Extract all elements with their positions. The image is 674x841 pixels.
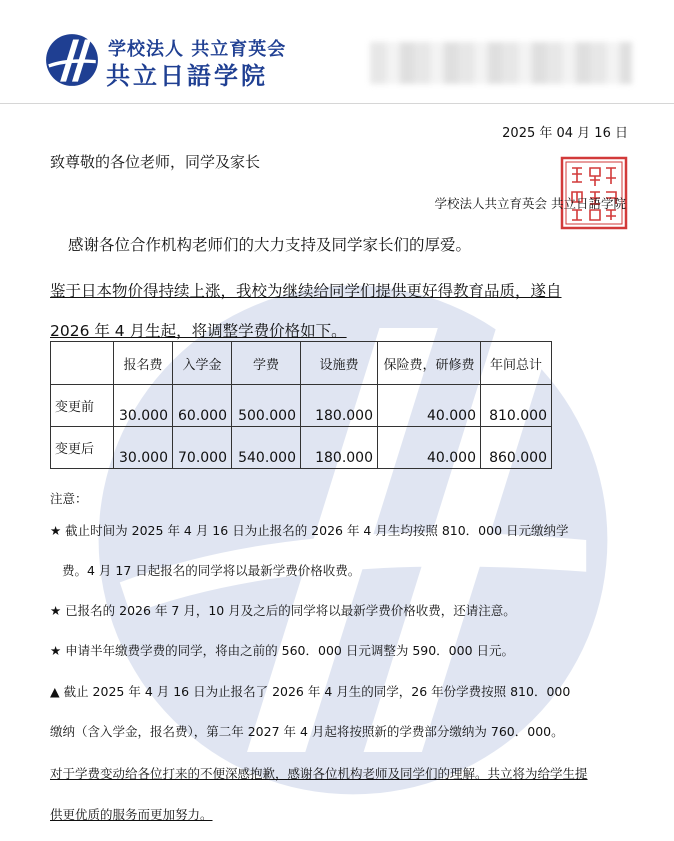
table-cell: 180.000 [301,427,378,469]
announcement-paragraph [50,271,590,351]
note-4-line-1: ▲ 截止 2025 年 4 月 16 日为止报名了 2026 年 4 月生的同学，26 年份学费按照 810．000 [50,684,571,699]
announcement-line-1: 鉴于日本物价得持续上涨，我校为继续给同学们提供更好得教育品质，遂自 [50,282,562,300]
table-cell: 30.000 [114,385,173,427]
table-cell: 70.000 [173,427,232,469]
note-1-line-2: 费。4 月 17 日起报名的同学将以最新学费价格收费。 [62,563,361,578]
header-cell: 保险费，研修费 [378,342,481,385]
note-3: ★ 申请半年缴费学费的同学，将由之前的 560．000 日元调整为 590．000 日元。 [50,643,515,658]
organization-name: 学校法人 共立育英会 [108,39,287,60]
table-cell: 860.000 [481,427,552,469]
table-row [51,427,552,469]
header-divider [0,103,674,104]
school-logo-icon [45,33,99,87]
table-cell: 40.000 [378,427,481,469]
table-cell: 180.000 [301,385,378,427]
header-cell: 学费 [232,342,301,385]
table-cell: 810.000 [481,385,552,427]
thanks-paragraph: 感谢各位合作机构老师们的大力支持及同学家长们的厚爱。 [68,236,472,254]
official-seal-icon [560,156,628,230]
header-cell: 年间总计 [481,342,552,385]
table-cell: 540.000 [232,427,301,469]
note-1-line-1: ★ 截止时间为 2025 年 4 月 16 日为止报名的 2026 年 4 月生均按照 810．000 日元缴纳学 [50,523,569,538]
notice-date: 2025 年 04 月 16 日 [502,126,628,141]
fee-table [50,341,552,469]
table-cell: 500.000 [232,385,301,427]
blurred-contact-info [370,42,632,84]
row-label: 变更后 [51,427,114,469]
note-2: ★ 已报名的 2026 年 7 月，10 月及之后的同学将以最新学费价格收费，还请注意。 [50,603,516,618]
table-row [51,385,552,427]
notes-title: 注意： [50,491,88,506]
closing-line-2: 供更优质的服务而更加努力。 [50,807,213,822]
header-cell [51,342,114,385]
header-cell: 设施费 [301,342,378,385]
closing-line-1: 对于学费变动给各位打来的不便深感抱歉，感谢各位机构老师及同学们的理解。共立将为给学生提 [50,766,588,781]
row-label: 变更前 [51,385,114,427]
fee-table-header [51,342,552,385]
header-cell: 入学金 [173,342,232,385]
table-cell: 30.000 [114,427,173,469]
school-name: 共立日語学院 [106,62,268,90]
announcement-line-2: 2026 年 4 月生起，将调整学费价格如下。 [50,322,347,340]
table-cell: 60.000 [173,385,232,427]
sender-signature: 学校法人共立育英会 共立日語学院 [434,196,626,211]
table-cell: 40.000 [378,385,481,427]
note-4-line-2: 缴纳（含入学金，报名费），第二年 2027 年 4 月起将按照新的学费部分缴纳为 760．000。 [50,724,564,739]
header-cell: 报名费 [114,342,173,385]
greeting: 致尊敬的各位老师，同学及家长 [50,153,261,171]
